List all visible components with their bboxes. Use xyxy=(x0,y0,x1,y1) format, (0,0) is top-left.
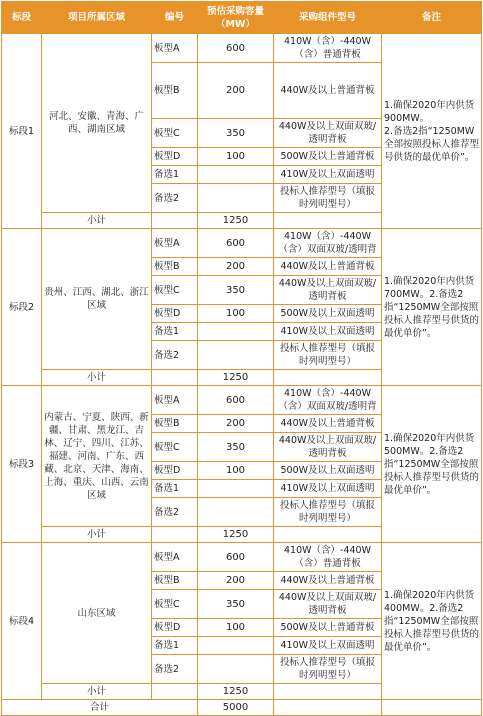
region-cell: 贵州、江西、湖北、浙江区域 xyxy=(42,229,152,370)
segment-cell: 标段4 xyxy=(2,543,42,700)
note-line: 2.备选2指“1250MW全部按照投标人推荐型号供货的最优单价”。 xyxy=(384,125,480,163)
subtotal-value: 1250 xyxy=(198,684,274,700)
total-empty-model xyxy=(274,700,382,716)
code-cell: 板型A xyxy=(152,229,198,258)
code-cell: 备选1 xyxy=(152,480,198,498)
code-cell: 板型C xyxy=(152,276,198,305)
subtotal-label: 小计 xyxy=(42,370,152,386)
model-cell: 500W及以上双面透明 xyxy=(274,305,382,323)
code-cell: 板型B xyxy=(152,415,198,433)
region-cell: 内蒙古、宁夏、陕西、新疆、甘肃、黑龙江、吉林、辽宁、四川、江苏、福建、河南、广东、西藏、北京、天津、海南、上海、重庆、山西、云南区域 xyxy=(42,386,152,527)
model-cell: 440W及以上普通背板 xyxy=(274,63,382,119)
capacity-cell xyxy=(198,655,274,684)
subtotal-empty-model xyxy=(274,370,382,386)
note-line: 1.确保2020年内供货400MW。2.备选2指“1250MW全部按照投标人推荐型号供货的最优单价”。 xyxy=(384,589,480,653)
capacity-cell: 600 xyxy=(198,34,274,63)
model-cell: 440W及以上普通背板 xyxy=(274,258,382,276)
header-region: 项目所属区域 xyxy=(42,2,152,34)
model-cell: 投标人推荐型号（填报时列明型号） xyxy=(274,498,382,527)
procurement-table xyxy=(1,1,482,716)
notes-cell xyxy=(382,34,482,229)
code-cell: 板型C xyxy=(152,433,198,462)
code-cell: 板型D xyxy=(152,462,198,480)
model-cell: 410W（含）-440W（含）双面双玻/透明背 xyxy=(274,386,382,415)
subtotal-empty-code xyxy=(152,213,198,229)
capacity-cell: 200 xyxy=(198,258,274,276)
code-cell: 板型B xyxy=(152,63,198,119)
segment-cell: 标段3 xyxy=(2,386,42,543)
model-cell: 500W及以上双面透明 xyxy=(274,462,382,480)
capacity-cell xyxy=(198,341,274,370)
total-value: 5000 xyxy=(198,700,274,716)
capacity-cell: 350 xyxy=(198,276,274,305)
capacity-cell: 100 xyxy=(198,305,274,323)
capacity-cell: 350 xyxy=(198,433,274,462)
capacity-cell xyxy=(198,637,274,655)
table-row xyxy=(2,34,482,63)
model-cell: 410W（含）-440W（含）双面双玻/透明背 xyxy=(274,229,382,258)
notes-cell xyxy=(382,386,482,543)
header-row xyxy=(2,2,482,34)
model-cell: 500W及以上普通背板 xyxy=(274,148,382,166)
capacity-cell: 200 xyxy=(198,415,274,433)
subtotal-label: 小计 xyxy=(42,213,152,229)
capacity-cell xyxy=(198,498,274,527)
capacity-cell: 350 xyxy=(198,119,274,148)
subtotal-label: 小计 xyxy=(42,527,152,543)
code-cell: 备选2 xyxy=(152,498,198,527)
table-body xyxy=(2,34,482,716)
model-cell: 410W及以上双面透明 xyxy=(274,166,382,184)
code-cell: 板型A xyxy=(152,543,198,572)
code-cell: 板型C xyxy=(152,119,198,148)
code-cell: 板型B xyxy=(152,258,198,276)
model-cell: 410W及以上双面透明 xyxy=(274,323,382,341)
capacity-cell: 350 xyxy=(198,590,274,619)
capacity-cell: 100 xyxy=(198,619,274,637)
header-capacity: 预估采购容量（MW） xyxy=(198,2,274,34)
capacity-cell: 600 xyxy=(198,386,274,415)
capacity-cell: 200 xyxy=(198,63,274,119)
capacity-cell xyxy=(198,184,274,213)
code-cell: 板型A xyxy=(152,386,198,415)
subtotal-value: 1250 xyxy=(198,527,274,543)
header-segment: 标段 xyxy=(2,2,42,34)
note-line: 1.确保2020年内供货700MW。2.备选2指“1250MW全部按照投标人推荐型号供货的最优单价”。 xyxy=(384,275,480,339)
header-code: 编号 xyxy=(152,2,198,34)
capacity-cell: 600 xyxy=(198,229,274,258)
region-cell: 山东区域 xyxy=(42,543,152,684)
subtotal-empty-model xyxy=(274,684,382,700)
model-cell: 投标人推荐型号（填报时列明型号） xyxy=(274,184,382,213)
model-cell: 410W及以上双面透明 xyxy=(274,637,382,655)
code-cell: 备选1 xyxy=(152,166,198,184)
subtotal-value: 1250 xyxy=(198,370,274,386)
model-cell: 410W（含）-440W（含）普通背板 xyxy=(274,543,382,572)
header-model: 采购组件型号 xyxy=(274,2,382,34)
region-cell: 河北、安徽、青海、广西、湖南区域 xyxy=(42,34,152,213)
code-cell: 备选1 xyxy=(152,637,198,655)
total-row xyxy=(2,700,482,716)
code-cell: 板型D xyxy=(152,148,198,166)
code-cell: 板型D xyxy=(152,619,198,637)
capacity-cell: 200 xyxy=(198,572,274,590)
model-cell: 投标人推荐型号（填报时列明型号） xyxy=(274,655,382,684)
table-row xyxy=(2,229,482,258)
subtotal-empty-code xyxy=(152,684,198,700)
model-cell: 410W及以上双面透明 xyxy=(274,480,382,498)
capacity-cell: 100 xyxy=(198,148,274,166)
code-cell: 备选2 xyxy=(152,655,198,684)
segment-cell: 标段2 xyxy=(2,229,42,386)
code-cell: 备选1 xyxy=(152,323,198,341)
model-cell: 440W及以上双面双玻/透明背板 xyxy=(274,276,382,305)
model-cell: 440W及以上双面双玻/透明背板 xyxy=(274,119,382,148)
capacity-cell xyxy=(198,323,274,341)
model-cell: 500W及以上普通背板 xyxy=(274,619,382,637)
table-row xyxy=(2,386,482,415)
table-row xyxy=(2,543,482,572)
note-line: 1.确保2020年内供货900MW。 xyxy=(384,99,475,124)
total-label: 合计 xyxy=(2,700,198,716)
notes-cell xyxy=(382,543,482,700)
subtotal-empty-model xyxy=(274,527,382,543)
notes-cell xyxy=(382,229,482,386)
code-cell: 板型D xyxy=(152,305,198,323)
subtotal-empty-model xyxy=(274,213,382,229)
model-cell: 440W及以上普通背板 xyxy=(274,415,382,433)
subtotal-label: 小计 xyxy=(42,684,152,700)
model-cell: 440W及以上双面双玻/透明背板 xyxy=(274,433,382,462)
code-cell: 板型C xyxy=(152,590,198,619)
note-line: 1.确保2020年内供货500MW。2.备选2指“1250MW全部按照投标人推荐型号供货的最优单价”。 xyxy=(384,432,480,496)
model-cell: 440W及以上双面双玻/透明背板 xyxy=(274,590,382,619)
code-cell: 板型A xyxy=(152,34,198,63)
capacity-cell: 100 xyxy=(198,462,274,480)
code-cell: 备选2 xyxy=(152,341,198,370)
header-notes: 备注 xyxy=(382,2,482,34)
capacity-cell xyxy=(198,166,274,184)
model-cell: 410W（含）-440W（含）普通背板 xyxy=(274,34,382,63)
total-empty-notes xyxy=(382,700,482,716)
model-cell: 440W及以上普通背板 xyxy=(274,572,382,590)
code-cell: 备选2 xyxy=(152,184,198,213)
subtotal-value: 1250 xyxy=(198,213,274,229)
model-cell: 投标人推荐型号（填报时列明型号） xyxy=(274,341,382,370)
segment-cell: 标段1 xyxy=(2,34,42,229)
code-cell: 板型B xyxy=(152,572,198,590)
subtotal-empty-code xyxy=(152,370,198,386)
capacity-cell xyxy=(198,480,274,498)
subtotal-empty-code xyxy=(152,527,198,543)
capacity-cell: 600 xyxy=(198,543,274,572)
